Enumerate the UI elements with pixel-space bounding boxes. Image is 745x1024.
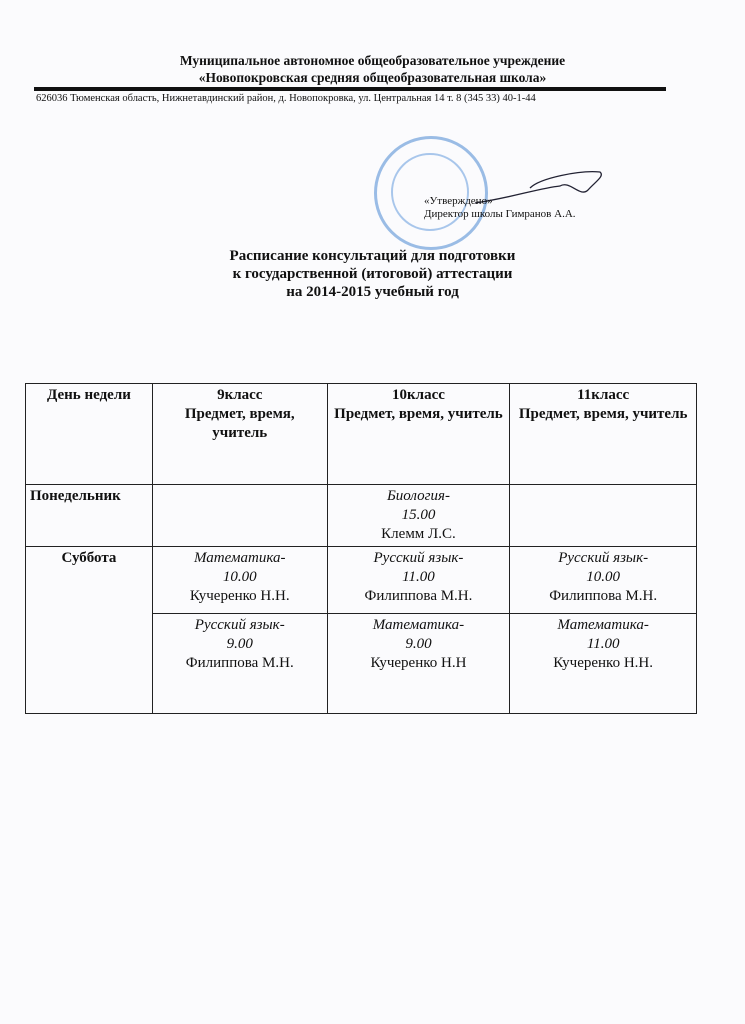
schedule-table — [25, 383, 697, 714]
title-line3: на 2014-2015 учебный год — [286, 284, 459, 300]
schedule-cell: Биология- 15.00 Клемм Л.С. — [327, 485, 510, 547]
schedule-cell — [510, 485, 697, 547]
schedule-cell — [152, 485, 327, 547]
day-cell: Суббота — [26, 547, 153, 714]
table-header-row — [26, 384, 697, 485]
org-name-line1: Муниципальное автономное общеобразовательное учреждение — [179, 53, 566, 68]
approval-signer: Директор школы Гимранов А.А. — [424, 208, 576, 220]
org-address: 626036 Тюменская область, Нижнетавдинский район, д. Новопокровка, ул. Центральная 14 т. 8 (345 33) 40-1-44 — [36, 93, 536, 104]
schedule-cell: Русский язык- 9.00 Филиппова М.Н. — [152, 614, 327, 714]
schedule-cell: Математика- 10.00 Кучеренко Н.Н. — [152, 547, 327, 614]
title-line2: к государственной (итоговой) аттестации — [232, 266, 513, 282]
approval-label: «Утверждено» — [424, 195, 493, 207]
table-row — [26, 485, 697, 547]
header-divider — [34, 87, 666, 91]
day-cell: Понедельник — [26, 485, 153, 547]
approval-block — [424, 195, 576, 221]
document-title — [0, 247, 745, 301]
org-name-line2: «Новопокровская средняя общеобразовательная школа» — [198, 70, 547, 85]
schedule-cell: Математика- 9.00 Кучеренко Н.Н — [327, 614, 510, 714]
title-line1: Расписание консультаций для подготовки — [229, 248, 516, 264]
schedule-cell: Русский язык- 11.00 Филиппова М.Н. — [327, 547, 510, 614]
schedule-cell: Русский язык- 10.00 Филиппова М.Н. — [510, 547, 697, 614]
header-grade11: 11класс Предмет, время, учитель — [510, 384, 697, 485]
schedule-cell: Математика- 11.00 Кучеренко Н.Н. — [510, 614, 697, 714]
header-day: День недели — [26, 384, 153, 485]
table-row — [26, 547, 697, 614]
header-grade9: 9класс Предмет, время, учитель — [152, 384, 327, 485]
header-grade10: 10класс Предмет, время, учитель — [327, 384, 510, 485]
